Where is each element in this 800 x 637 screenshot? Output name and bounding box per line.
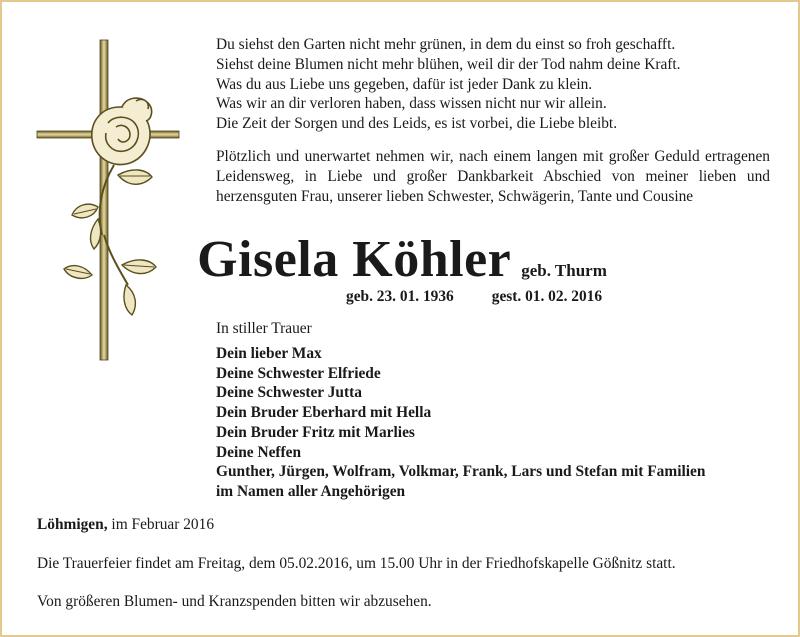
mourner: im Namen aller Angehörigen [216, 482, 406, 500]
mourner: Dein Bruder Eberhard mit Hella [216, 404, 432, 422]
poem [216, 35, 776, 134]
place-date: im Februar 2016 [111, 516, 215, 533]
mourner: Deine Neffen [216, 443, 302, 461]
poem-line: Du siehst den Garten nicht mehr grünen, in dem du einst so froh geschafft. [216, 36, 676, 53]
deceased-name: Gisela Köhler [197, 231, 512, 288]
mourner: Dein lieber Max [216, 345, 322, 362]
place-and-date [37, 516, 214, 534]
mourner: Gunther, Jürgen, Wolfram, Volkmar, Frank, Lars und Stefan mit Familien [216, 463, 706, 481]
cross-with-rose-icon [32, 35, 184, 365]
intro-text: Plötzlich und unerwartet nehmen wir, nach einem langen mit großer Geduld ertragenen Leidensweg, in Liebe und großer Dankbarkeit Abschied von meiner lieben und herzensguten Frau, unserer lieben Schwester, Schwägerin, Tante und Cousine [216, 148, 770, 205]
poem-line: Was wir an dir verloren haben, dass wissen nicht nur wir allein. [216, 95, 607, 113]
mourners-list [216, 344, 705, 502]
life-dates [346, 288, 602, 306]
maiden-name: geb. Thurm [521, 261, 607, 280]
mourning-label: In stiller Trauer [216, 320, 312, 337]
place-town: Löhmigen, [37, 516, 108, 533]
mourner: Deine Schwester Elfriede [216, 364, 381, 382]
mourner: Dein Bruder Fritz mit Marlies [216, 423, 415, 441]
death-date: gest. 01. 02. 2016 [491, 288, 603, 305]
birth-date: geb. 23. 01. 1936 [346, 288, 454, 305]
mourner: Deine Schwester Jutta [216, 384, 362, 402]
poem-line: Was du aus Liebe uns gegeben, dafür ist jeder Dank zu klein. [216, 75, 593, 93]
flowers-notice: Von größeren Blumen- und Kranzspenden bitten wir abzusehen. [37, 593, 432, 610]
poem-line: Die Zeit der Sorgen und des Leids, es ist vorbei, die Liebe bleibt. [216, 115, 618, 133]
funeral-notice: Die Trauerfeier findet am Freitag, dem 05.02.2016, um 15.00 Uhr in der Friedhofskapelle Gößnitz statt. [37, 555, 676, 572]
poem-line: Siehst deine Blumen nicht mehr blühen, weil dir der Tod nahm deine Kraft. [216, 55, 681, 73]
deceased-name-line [2, 230, 800, 290]
